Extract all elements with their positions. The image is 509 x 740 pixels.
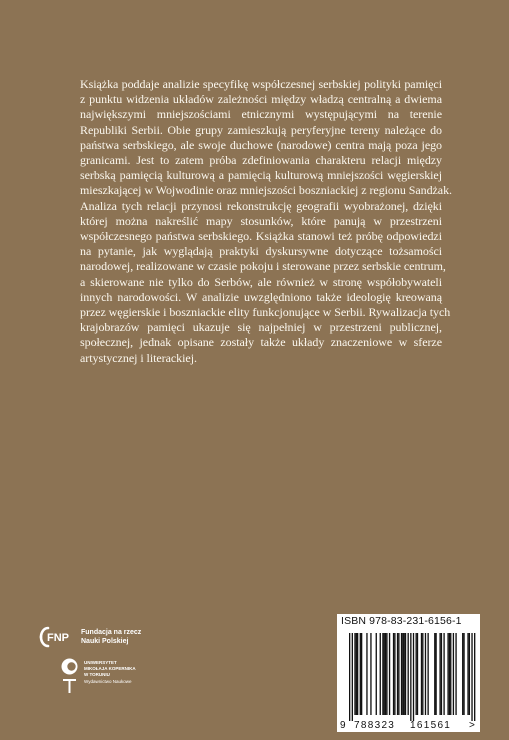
barcode-bar bbox=[425, 633, 426, 715]
umk-logo bbox=[60, 657, 180, 697]
barcode-bar bbox=[402, 633, 403, 715]
barcode-bar bbox=[471, 633, 472, 721]
blurb-line: której można nakreślić mapy stosunków, które panują w przestrzeni bbox=[80, 213, 442, 228]
barcode-bar bbox=[474, 633, 475, 721]
barcode-bar bbox=[421, 633, 422, 715]
barcode-bar bbox=[434, 633, 435, 715]
barcode-quiet-marker: > bbox=[469, 720, 475, 731]
blurb-text bbox=[80, 77, 452, 366]
barcode-bar bbox=[398, 633, 399, 715]
blurb-line: innych narodowości. W analizie uwzględniono także ideologię kreowaną bbox=[80, 289, 442, 304]
barcode-bar bbox=[385, 633, 386, 715]
blurb-line: największymi mniejszościami etnicznymi występującymi na terenie bbox=[80, 107, 442, 122]
blurb-line: przez węgierskie i boszniackie elity funkcjonujące w Serbii. Rywalizacja tych bbox=[80, 305, 451, 320]
barcode-bar bbox=[404, 633, 405, 715]
barcode-bar bbox=[357, 633, 358, 715]
barcode-digits-left: 788323 bbox=[354, 720, 396, 731]
blurb-line: granicami. Jest to zatem próba zdefiniowania charakteru relacji między bbox=[80, 153, 442, 168]
fnp-logo-icon bbox=[37, 626, 76, 648]
blurb-line: współczesnego państwa serbskiego. Książka stanowi też próbę odpowiedzi bbox=[80, 229, 442, 244]
barcode-bar bbox=[435, 633, 436, 715]
umk-line3: W TORUNIU bbox=[84, 672, 110, 677]
barcode-bar bbox=[356, 633, 357, 715]
barcode-bar bbox=[410, 633, 411, 721]
barcode-bar bbox=[408, 633, 409, 715]
barcode-bar bbox=[384, 633, 385, 715]
barcode-bar bbox=[405, 633, 406, 715]
isbn-barcode-panel bbox=[337, 614, 480, 732]
barcode-bar bbox=[463, 633, 464, 715]
umk-emblem-icon bbox=[60, 657, 79, 695]
barcode-bar bbox=[389, 633, 390, 715]
barcode-bar bbox=[449, 633, 450, 715]
barcode-bars bbox=[349, 633, 475, 721]
barcode-bar bbox=[417, 633, 418, 715]
barcode-bar bbox=[382, 633, 383, 715]
fnp-logo bbox=[37, 626, 167, 648]
barcode-bar bbox=[380, 633, 381, 715]
barcode-bar bbox=[393, 633, 394, 715]
barcode-bar bbox=[443, 633, 444, 715]
barcode-bar bbox=[361, 633, 362, 715]
barcode-bar bbox=[376, 633, 377, 715]
barcode-bar bbox=[397, 633, 398, 715]
blurb-line: a skierowane nie tylko do Serbów, ale również w stronę współobywateli bbox=[80, 274, 442, 289]
fnp-name-line1: Fundacja na rzecz bbox=[81, 629, 142, 636]
blurb-line: narodowej, realizowane w czasie pokoju i sterowane przez serbskie centrum, bbox=[80, 259, 446, 274]
barcode-bar bbox=[354, 633, 355, 715]
barcode-bar bbox=[462, 633, 463, 715]
barcode-bar bbox=[413, 633, 414, 721]
fnp-logo-mark: FNP bbox=[47, 632, 69, 644]
barcode-bar bbox=[467, 633, 468, 715]
barcode-bar bbox=[416, 633, 417, 715]
barcode-bar bbox=[360, 633, 361, 715]
umk-line2: MIKOŁAJA KOPERNIKA bbox=[84, 666, 136, 671]
barcode-bar bbox=[349, 633, 350, 721]
blurb-line: na pytanie, jak wyglądają praktyki dyskursywne dotyczące tożsamości bbox=[80, 244, 442, 259]
barcode-digits-right: 161561 bbox=[410, 720, 452, 731]
barcode-bar bbox=[455, 633, 456, 715]
barcode-bar bbox=[401, 633, 402, 715]
barcode-bar bbox=[450, 633, 451, 715]
blurb-line: Analiza tych relacji przynosi rekonstrukcję geografii wyobrażonej, dzięki bbox=[80, 198, 442, 213]
barcode-digit-first: 9 bbox=[340, 720, 346, 731]
barcode-bar bbox=[439, 633, 440, 715]
blurb-line: z punktu widzenia układów zależności między władzą centralną a dwiema bbox=[80, 92, 442, 107]
blurb-line: serbską pamięcią kulturową a pamięcią kulturową mniejszości węgierskiej bbox=[80, 168, 442, 183]
barcode-bar bbox=[352, 633, 353, 721]
barcode-bar bbox=[422, 633, 423, 715]
isbn-label: ISBN 978-83-231-6156-1 bbox=[341, 615, 462, 627]
blurb-line: artystycznej i literackiej. bbox=[80, 350, 197, 365]
barcode-bar bbox=[394, 633, 395, 715]
barcode-bar bbox=[453, 633, 454, 715]
barcode-bar bbox=[427, 633, 428, 715]
barcode-bar bbox=[469, 633, 470, 715]
blurb-line: Książka poddaje analizie specyfikę współczesnej serbskiej polityki pamięci bbox=[80, 77, 442, 91]
blurb-line: Republiki Serbii. Obie grupy zamieszkują peryferyjne tereny należące do bbox=[80, 122, 442, 137]
fnp-name-line2: Nauki Polskiej bbox=[81, 638, 129, 645]
blurb-line: mieszkającej w Wojwodinie oraz mniejszości boszniackiej z regionu Sandżak. bbox=[80, 183, 452, 198]
blurb-line: krajobrazów pamięci ukazuje się najpełniej w przestrzeni publicznej, bbox=[80, 320, 442, 335]
barcode-bar bbox=[386, 633, 387, 715]
barcode-bar bbox=[447, 633, 448, 715]
blurb-line: społecznej, jednak opisane zostały także układy znaczeniowe w sferze bbox=[80, 335, 442, 350]
umk-publisher: Wydawnictwo Naukowe bbox=[84, 679, 132, 684]
barcode-bar bbox=[441, 633, 442, 715]
fnp-logo-text bbox=[81, 628, 141, 646]
umk-line1: UNIWERSYTET bbox=[84, 660, 117, 665]
ean-barcode bbox=[337, 629, 480, 732]
barcode-bar bbox=[366, 633, 367, 715]
barcode-bar bbox=[370, 633, 371, 715]
umk-logo-text bbox=[84, 660, 136, 685]
blurb-line: państwa serbskiego, ale swoje duchowe (narodowe) centra mają poza jego bbox=[80, 137, 442, 152]
